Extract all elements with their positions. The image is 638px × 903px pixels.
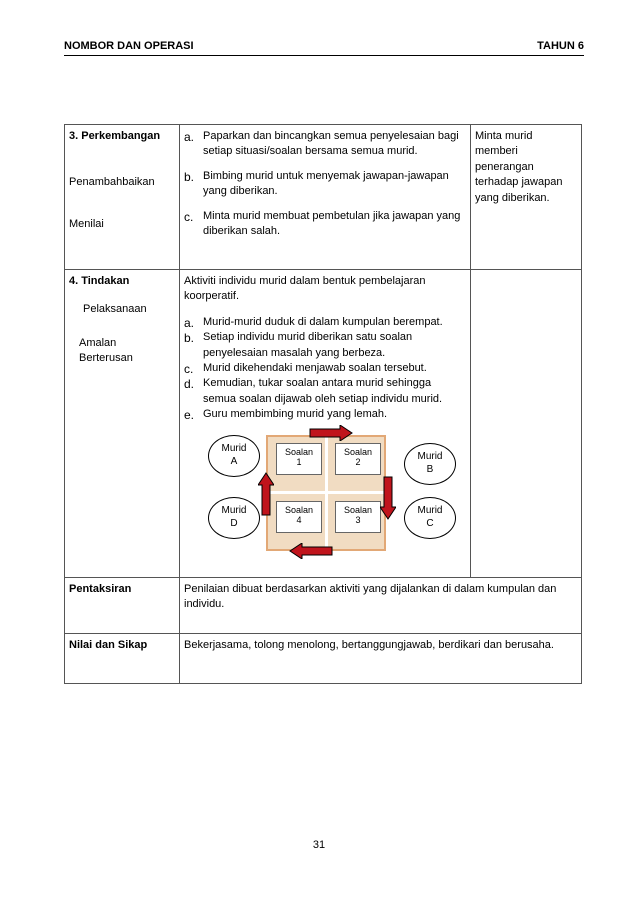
row-perkembangan — [65, 125, 582, 270]
soalan-number: 3 — [355, 515, 361, 526]
soalan-2-card — [335, 443, 381, 475]
soalan-4-card — [276, 501, 322, 533]
murid-c — [404, 497, 456, 539]
murid-label: Murid — [221, 442, 247, 454]
list-marker: a. — [184, 315, 195, 330]
teacher-note: Minta murid memberi penerangan terhadap jawapan yang diberikan. — [475, 130, 563, 204]
murid-label: Murid — [417, 450, 443, 462]
activity-cell-perkembangan — [180, 125, 471, 270]
list-item — [184, 376, 466, 407]
arrow-down-icon — [380, 475, 396, 521]
soalan-number: 2 — [355, 457, 361, 468]
stage-title: 4. Tindakan — [69, 275, 130, 287]
list-item — [184, 315, 466, 330]
arrow-right-icon — [308, 425, 354, 441]
list-text: Paparkan dan bincangkan semua penyelesaian bagi setiap situasi/soalan bersama semua murid. — [203, 130, 459, 158]
sub-label-pelaksanaan: Pelaksanaan — [83, 303, 147, 316]
row-pentaksiran — [65, 578, 582, 634]
list-item — [184, 209, 466, 240]
row-label: Nilai dan Sikap — [69, 639, 148, 651]
arrow-up-icon — [258, 471, 274, 517]
label-cell-nilai — [65, 634, 180, 684]
list-text: Murid-murid duduk di dalam kumpulan berempat. — [203, 315, 443, 328]
murid-letter: B — [426, 463, 434, 475]
list-item — [184, 169, 466, 200]
soalan-1-card — [276, 443, 322, 475]
list-marker: c. — [184, 209, 194, 224]
soalan-number: 1 — [296, 457, 302, 468]
sub-label-amalan: Amalan — [79, 336, 117, 349]
step-list — [184, 315, 466, 423]
sub-label-menilai: Menilai — [69, 217, 104, 230]
murid-letter: C — [426, 517, 434, 529]
row-nilai — [65, 634, 582, 684]
stage-cell-perkembangan — [65, 125, 180, 270]
header-year: TAHUN 6 — [537, 40, 584, 52]
arrow-left-icon — [288, 543, 334, 559]
row-tindakan — [65, 270, 582, 578]
row-text: Penilaian dibuat berdasarkan aktiviti yang dijalankan di dalam kumpulan dan individu. — [184, 583, 557, 611]
list-text: Guru membimbing murid yang lemah. — [203, 408, 388, 421]
murid-letter: A — [230, 455, 238, 467]
murid-b — [404, 443, 456, 485]
list-item — [184, 129, 466, 160]
list-marker: d. — [184, 377, 195, 392]
step-list — [184, 129, 466, 239]
list-text: Kemudian, tukar soalan antara murid sehingga semua soalan dijawab oleh setiap individu murid. — [203, 377, 443, 405]
murid-label: Murid — [417, 504, 443, 516]
soalan-label: Soalan — [343, 446, 373, 457]
row-label: Pentaksiran — [69, 583, 132, 595]
soalan-number: 4 — [296, 515, 302, 526]
sub-label-berterusan: Berterusan — [79, 352, 133, 365]
soalan-3-card — [335, 501, 381, 533]
list-text: Minta murid membuat pembetulan jika jawapan yang diberikan salah. — [203, 209, 461, 237]
page-header — [64, 36, 584, 56]
label-cell-pentaksiran — [65, 578, 180, 634]
list-item — [184, 330, 466, 361]
activity-intro: Aktiviti individu murid dalam bentuk pembelajaran koorperatif. — [184, 275, 426, 303]
list-text: Murid dikehendaki menjawab soalan tersebut. — [203, 361, 427, 374]
board-divider — [268, 491, 384, 494]
murid-d — [208, 497, 260, 539]
list-marker: b. — [184, 169, 195, 184]
list-marker: e. — [184, 408, 195, 423]
list-marker: b. — [184, 331, 195, 346]
lesson-plan-table — [64, 124, 582, 684]
soalan-label: Soalan — [284, 504, 314, 515]
list-text: Bimbing murid untuk menyemak jawapan-jawapan yang diberikan. — [203, 169, 449, 198]
stage-cell-tindakan — [65, 270, 180, 578]
list-text: Setiap individu murid diberikan satu soalan penyelesaian masalah yang berbeza. — [203, 331, 413, 359]
list-marker: c. — [184, 361, 194, 376]
header-topic: NOMBOR DAN OPERASI — [64, 40, 194, 52]
page-number: 31 — [312, 839, 326, 851]
text-cell-pentaksiran — [180, 578, 582, 634]
sub-label-penambahbaikan: Penambahbaikan — [69, 176, 155, 189]
note-cell-perkembangan — [471, 125, 582, 270]
row-text: Bekerjasama, tolong menolong, bertanggungjawab, berdikari dan berusaha. — [184, 639, 554, 651]
text-cell-nilai — [180, 634, 582, 684]
list-marker: a. — [184, 130, 195, 144]
note-cell-tindakan — [471, 270, 582, 578]
rotation-diagram — [204, 431, 474, 561]
soalan-label: Soalan — [343, 504, 373, 515]
activity-cell-tindakan — [180, 270, 471, 578]
murid-label: Murid — [221, 504, 247, 516]
stage-title: 3. Perkembangan — [69, 130, 161, 142]
murid-a — [208, 435, 260, 477]
list-item — [184, 407, 466, 422]
murid-letter: D — [230, 517, 238, 529]
list-item — [184, 361, 466, 376]
soalan-label: Soalan — [284, 446, 314, 457]
